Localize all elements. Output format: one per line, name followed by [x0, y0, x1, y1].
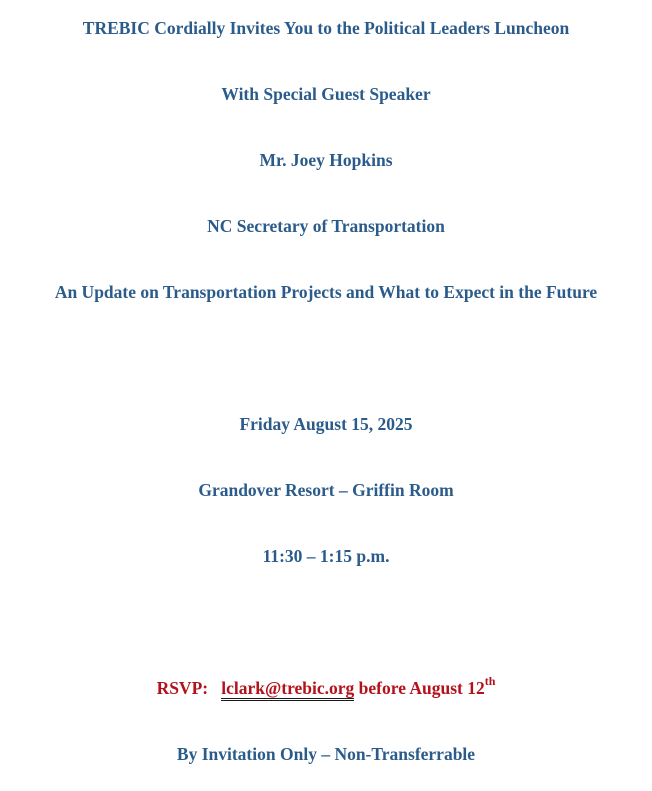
rsvp-label: RSVP: [156, 678, 209, 698]
event-date: Friday August 15, 2025 [239, 414, 413, 434]
speaker-title: NC Secretary of Transportation [207, 216, 445, 236]
invitation-footer: By Invitation Only – Non-Transferrable [176, 744, 476, 764]
guest-intro: With Special Guest Speaker [221, 84, 431, 104]
speaker-name: Mr. Joey Hopkins [259, 150, 393, 170]
presentation-topic: An Update on Transportation Projects and What to Expect in the Future [54, 282, 598, 302]
rsvp-line [0, 674, 652, 699]
event-time: 11:30 – 1:15 p.m. [262, 546, 390, 566]
event-venue: Grandover Resort – Griffin Room [198, 480, 454, 500]
rsvp-deadline: before August 12 [358, 678, 485, 698]
invitation-title: TREBIC Cordially Invites You to the Political Leaders Luncheon [82, 18, 570, 38]
rsvp-email-link[interactable]: lclark@trebic.org [221, 678, 354, 701]
rsvp-deadline-suffix: th [484, 674, 496, 689]
